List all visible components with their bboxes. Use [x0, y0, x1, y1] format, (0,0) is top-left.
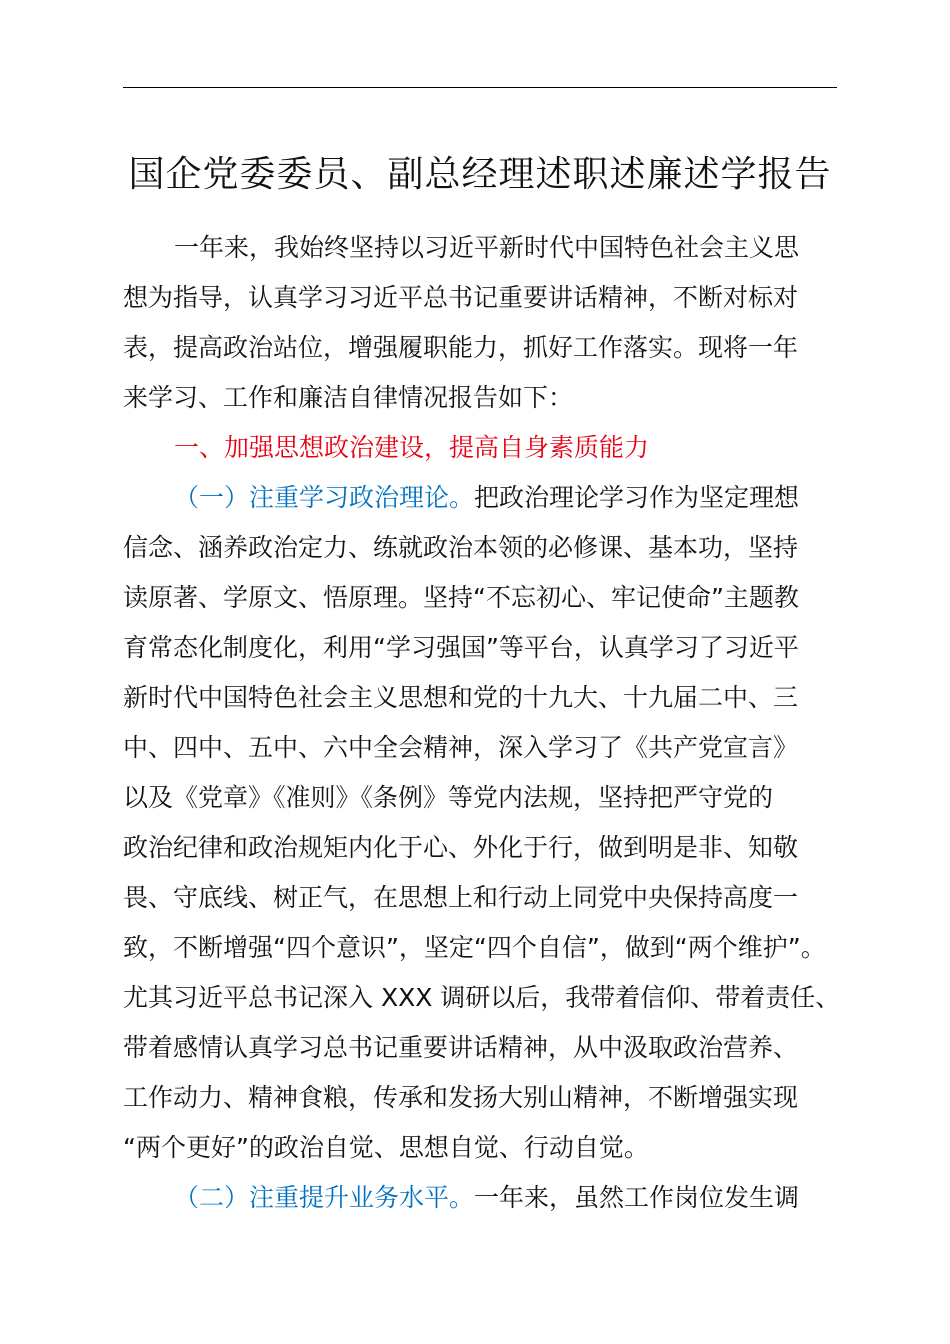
subsection-1-first-line — [123, 473, 894, 523]
intro-line-1: 一年来，我始终坚持以习近平新时代中国特色社会主义思 — [174, 233, 800, 262]
intro-line-4: 来学习、工作和廉洁自律情况报告如下： — [123, 383, 574, 412]
section-heading-1: 一、加强思想政治建设，提高自身素质能力 — [174, 433, 650, 462]
subsection-1-line: 育常态化制度化，利用“学习强国”等平台，认真学习了习近平 — [123, 633, 799, 662]
subsection-heading-1: （一）注重学习政治理论。 — [174, 483, 475, 512]
header-rule — [123, 87, 837, 88]
subsection-heading-2: （二）注重提升业务水平。 — [174, 1183, 475, 1212]
subsection-2-first-text: 一年来，虽然工作岗位发生调 — [474, 1183, 800, 1212]
subsection-1-line: “两个更好”的政治自觉、思想自觉、行动自觉。 — [123, 1133, 649, 1162]
subsection-1-line: 畏、守底线、树正气，在思想上和行动上同党中央保持高度一 — [123, 883, 799, 912]
intro-line-2: 想为指导，认真学习习近平总书记重要讲话精神，不断对标对 — [123, 283, 799, 312]
intro-line-3: 表，提高政治站位，增强履职能力，抓好工作落实。现将一年 — [123, 333, 799, 362]
subsection-1-line: 读原著、学原文、悟原理。坚持“不忘初心、牢记使命”主题教 — [123, 583, 799, 612]
subsection-1-line: 致，不断增强“四个意识”，坚定“四个自信”，做到“两个维护”。 — [123, 933, 826, 962]
subsection-1-line: 工作动力、精神食粮，传承和发扬大别山精神，不断增强实现 — [123, 1083, 799, 1112]
subsection-1-line: 政治纪律和政治规矩内化于心、外化于行，做到明是非、知敬 — [123, 833, 799, 862]
subsection-1-line: 带着感情认真学习总书记重要讲话精神，从中汲取政治营养、 — [123, 1033, 799, 1062]
subsection-1-line: 尤其习近平总书记深入 XXX 调研以后，我带着信仰、带着责任、 — [123, 983, 841, 1012]
subsection-1-line: 以及《党章》《准则》《条例》等党内法规，坚持把严守党的 — [123, 783, 774, 812]
document-title: 国企党委委员、副总经理述职述廉述学报告 — [128, 154, 832, 195]
subsection-1-line: 中、四中、五中、六中全会精神，深入学习了《共产党宣言》 — [123, 733, 799, 762]
subsection-1-line: 信念、涵养政治定力、练就政治本领的必修课、基本功，坚持 — [123, 533, 799, 562]
subsection-1-first-text: 把政治理论学习作为坚定理想 — [474, 483, 800, 512]
subsection-2-first-line — [123, 1173, 894, 1223]
subsection-1-line: 新时代中国特色社会主义思想和党的十九大、十九届二中、三 — [123, 683, 799, 712]
